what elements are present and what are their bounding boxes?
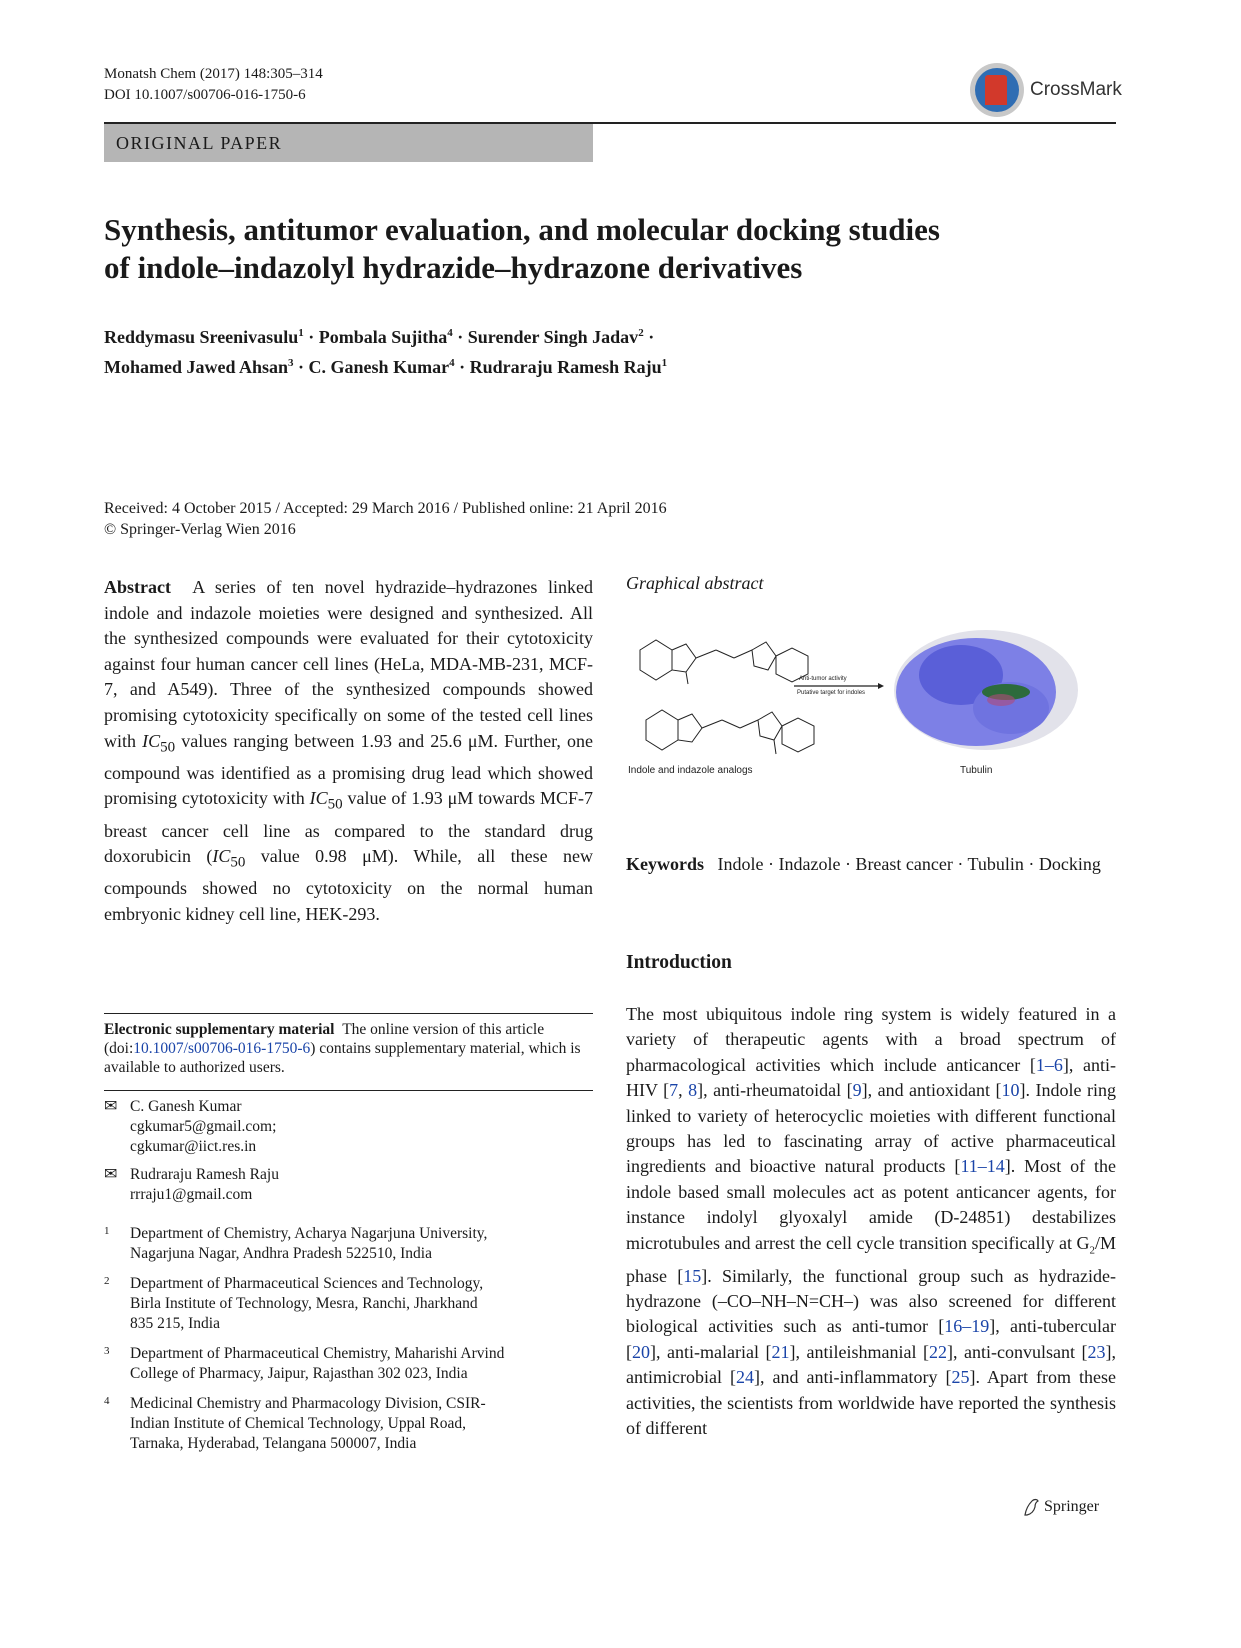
arrow-label-bottom: Putative target for indoles [797,690,866,696]
title-line-2: of indole–indazolyl hydrazide–hydrazone derivatives [104,250,803,285]
esm-divider-bottom [104,1090,593,1091]
esm-label: Electronic supplementary material [104,1021,335,1038]
esm-doi-link[interactable]: 10.1007/s00706-016-1750-6 [133,1040,311,1057]
author-name: Pombala Sujitha [318,327,448,347]
esm-text-b: ) contains supplementary material, which is available to authorized users. [104,1040,581,1076]
abstract [104,575,593,928]
graphical-abstract-figure [626,620,1106,800]
affiliation-line: Medicinal Chemistry and Pharmacology Division, CSIR- [130,1395,486,1412]
author-name: C. Ganesh Kumar [308,357,450,377]
indole-analog-structure-1 [640,640,808,684]
affiliation-line: Birla Institute of Technology, Mesra, Ranchi, Jharkhand [130,1295,478,1312]
subscript: 2 [1089,1244,1095,1257]
intro-text: ], and anti-inflammatory [ [753,1367,952,1388]
author-line-2: Mohamed Jawed Ahsan$^3$ · C. Ganesh Kumar$^4$ · Rudraraju Ramesh Raju$^1$ [104,357,668,377]
citation-link[interactable]: 20 [632,1341,650,1362]
citation-link[interactable]: 9 [852,1080,862,1101]
esm-divider [104,1013,593,1014]
affiliation-line: Nagarjuna Nagar, Andhra Pradesh 522510, India [130,1245,432,1262]
abstract-text-a: A series of ten novel hydrazide–hydrazones linked indole and indazole moieties were designed and synthesized. All the synthesized compounds were evaluated for their cytotoxicity against four human cancer cell lines (HeLa, MDA-MB-231, MCF-7, and A549). Three of the synthesized compounds showed promising cytotoxicity specifically on some of the tested cell lines with [104,577,593,751]
author-affil: 1 [298,327,304,339]
ic50-term: IC [212,846,231,867]
affiliation-line: 835 215, India [130,1315,220,1332]
indazole-analog-structure-2 [646,710,814,754]
intro-text: ], anti-malarial [ [650,1341,772,1362]
section-tag: ORIGINAL PAPER [104,124,593,162]
citation-link[interactable]: 24 [735,1367,754,1388]
affiliation-number: 2 [104,1275,110,1287]
affiliation [104,1344,593,1384]
author-name: Reddymasu Sreenivasulu [104,327,299,347]
contact-email[interactable]: rrraju1@gmail.com [130,1186,253,1203]
citation-link[interactable]: 15 [683,1265,702,1286]
affiliation-line: Department of Pharmaceutical Sciences and Technology, [130,1275,484,1292]
right-caption: Tubulin [960,765,993,776]
affiliation [104,1394,593,1454]
ic50-term: IC [309,788,328,809]
affiliation-line: Indian Institute of Chemical Technology, Uppal Road, [130,1415,466,1432]
tubulin-protein-surface-image [894,630,1078,750]
author-name: Surender Singh Jadav [467,327,639,347]
citation-link[interactable]: 23 [1087,1341,1106,1362]
abstract-label: Abstract [104,577,171,597]
citation-link[interactable]: 8 [688,1080,698,1101]
contact-name: C. Ganesh Kumar [130,1098,242,1115]
left-caption: Indole and indazole analogs [628,765,753,776]
copyright-line: © Springer-Verlag Wien 2016 [104,521,296,538]
citation-link[interactable]: 16–19 [944,1316,990,1337]
intro-text: ], antimicrobial [ [626,1341,1116,1388]
contact-entry [104,1097,593,1157]
abstract-text-c: value of 1.93 μM towards MCF-7 breast cancer cell line as compared to the standard drug doxorubicin ( [104,788,593,867]
author-line-1: Reddymasu Sreenivasulu$^1$ · Pombala Sujitha$^4$ · Surender Singh Jadav$^2$ · [104,327,655,347]
intro-text: ]. Indole ring linked to variety of heterocyclic moieties with different functional groups has led to fascinating array of active pharmaceutical ingredients and bioactive natural products [ [626,1080,1116,1177]
citation-link[interactable]: 11–14 [960,1156,1005,1177]
esm-note [104,1020,593,1077]
abstract-text-d: value 0.98 μM). While, all these new compounds showed no cytotoxicity on the normal human embryonic kidney cell line, HEK-293. [104,846,593,924]
intro-text: ], anti-rheumatoidal [ [697,1080,853,1101]
crossmark-label: CrossMark [1030,79,1122,100]
author-affil: 2 [638,327,644,339]
citation-link[interactable]: 1–6 [1035,1054,1063,1075]
author-affil: 3 [288,357,294,369]
citation-link[interactable]: 22 [928,1341,947,1362]
introduction-heading: Introduction [626,952,732,973]
author-list [104,320,1004,380]
intro-text: ], anti-tubercular [ [626,1316,1116,1362]
affiliation-number: 4 [104,1395,110,1407]
author-name: Rudraraju Ramesh Raju [469,357,662,377]
dates-line: Received: 4 October 2015 / Accepted: 29 March 2016 / Published online: 21 April 2016 [104,500,667,517]
abstract-text-b: values ranging between 1.93 and 25.6 μM. Further, one compound was identified as a promising drug lead which showed promising cytotoxicity with [104,730,593,809]
affiliation-number: 3 [104,1345,110,1357]
intro-text: ], anti-HIV [ [626,1054,1117,1101]
keywords-text: Indole · Indazole · Breast cancer · Tubulin · Docking [717,854,1101,874]
intro-text: , [678,1080,689,1101]
author-affil: 1 [661,357,668,369]
publisher-logo [1022,1497,1099,1517]
springer-horse-icon [1022,1497,1040,1517]
citation-link[interactable]: 25 [951,1367,970,1388]
paper-title [104,211,1104,287]
intro-text: ]. Similarly, the functional group such as hydrazide-hydrazone (–CO–NH–N=CH–) was also screened for different biological activities such as anti-tumor [ [626,1265,1116,1337]
citation-link[interactable]: 10 [1001,1080,1020,1101]
contact-email[interactable]: cgkumar@iict.res.in [130,1138,257,1155]
title-line-1: Synthesis, antitumor evaluation, and molecular docking studies [104,212,940,247]
intro-text: The most ubiquitous indole ring system is widely featured in a variety of therapeutic agents with a broad spectrum of pharmacological activities which include anticancer [ [626,1004,1116,1075]
affiliation-line: Department of Pharmaceutical Chemistry, Maharishi Arvind [130,1345,505,1362]
intro-text: ], and antioxidant [ [861,1080,1002,1101]
author-affil: 4 [449,357,455,369]
intro-text: ], anti-convulsant [ [946,1341,1088,1362]
citation-link[interactable]: 21 [771,1341,790,1362]
crossmark-icon [970,63,1024,117]
intro-text: ], antileishmanial [ [789,1341,929,1362]
introduction-text [626,1002,1116,1442]
crossmark-badge[interactable] [970,60,1120,120]
affiliation-line: Tarnaka, Hyderabad, Telangana 500007, India [130,1435,417,1452]
affiliation-line: Department of Chemistry, Acharya Nagarjuna University, [130,1225,488,1242]
contact-entry [104,1165,593,1205]
affiliation-line: College of Pharmacy, Jaipur, Rajasthan 302 023, India [130,1365,468,1382]
affiliation [104,1224,593,1264]
graphical-abstract-label: Graphical abstract [626,573,764,593]
author-name: Mohamed Jawed Ahsan [104,357,289,377]
contact-name: Rudraraju Ramesh Raju [130,1166,279,1183]
contact-email[interactable]: cgkumar5@gmail.com; [130,1118,277,1135]
journal-meta [104,64,323,106]
intro-text: ]. Most of the indole based small molecules act as potent anticancer agents, for instance indolyl glyoxalyl amide (D-24851) destabilizes microtubules and arrest the cell cycle transition specifically at G [626,1156,1116,1253]
author-affil: 4 [447,327,453,339]
intro-text: /M phase [ [626,1232,1116,1286]
citation-link[interactable]: 7 [669,1080,679,1101]
ic50-sub: 50 [327,796,343,813]
ic50-term: IC [142,730,161,751]
envelope-icon: ✉ [104,1098,118,1115]
publisher-name: Springer [1044,1498,1100,1515]
envelope-icon: ✉ [104,1166,118,1183]
intro-text: ]. Apart from these activities, the scientists from worldwide have reported the synthesis of different [626,1367,1116,1439]
affiliation [104,1274,593,1334]
affiliation-number: 1 [104,1225,110,1237]
ic50-sub: 50 [230,854,246,871]
keywords [626,852,1116,878]
arrow-label-top: Anti-tumor activity [799,676,847,682]
keywords-label: Keywords [626,854,704,874]
esm-text-a: The online version of this article (doi: [104,1021,545,1057]
ic50-sub: 50 [160,739,176,756]
publication-dates [104,498,667,540]
journal-citation: Monatsh Chem (2017) 148:305–314 [104,66,323,82]
doi-line: DOI 10.1007/s00706-016-1750-6 [104,87,306,103]
